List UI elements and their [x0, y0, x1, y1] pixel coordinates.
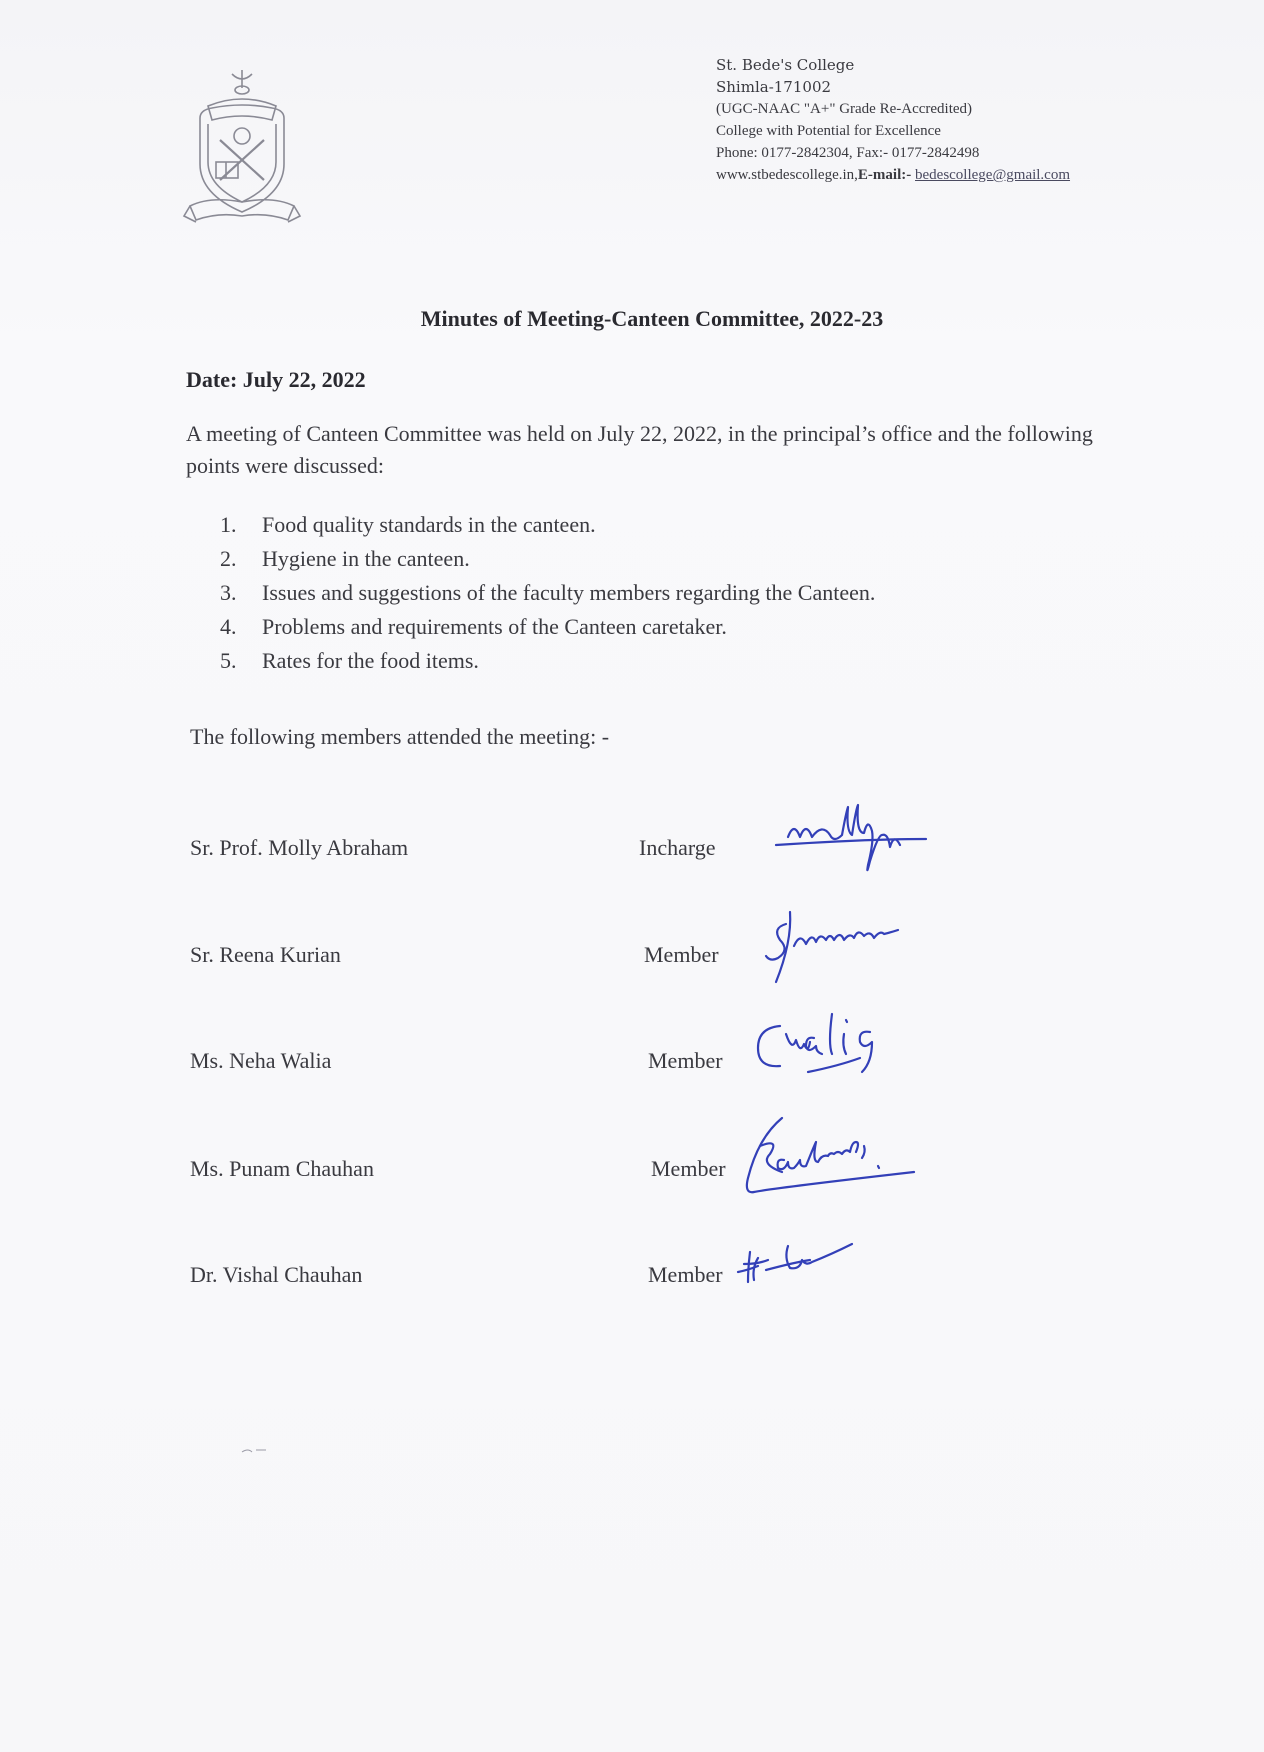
- signature-molly: [770, 795, 970, 885]
- email-link[interactable]: bedescollege@gmail.com: [915, 167, 1071, 183]
- member-role: Incharge: [639, 835, 716, 860]
- member-role: Member: [648, 1262, 723, 1287]
- member-name: Sr. Reena Kurian: [190, 942, 341, 967]
- member-row-neha-walia: [0, 1048, 1264, 1108]
- college-crest-icon: [180, 66, 304, 232]
- member-row-vishal-chauhan: [0, 1262, 1264, 1322]
- meeting-date: Date: July 22, 2022: [186, 367, 366, 392]
- list-item: 2. Hygiene in the canteen.: [220, 546, 470, 571]
- member-name: Ms. Punam Chauhan: [190, 1156, 374, 1181]
- member-name: Ms. Neha Walia: [190, 1048, 332, 1073]
- signature-vishal: [726, 1222, 926, 1312]
- website[interactable]: www.stbedescollege.in,: [716, 167, 858, 183]
- college-tagline: College with Potential for Excellence: [716, 123, 941, 139]
- member-row-reena-kurian: [0, 942, 1264, 1002]
- signature-reena: [756, 902, 956, 992]
- member-row-punam-chauhan: [0, 1156, 1264, 1216]
- paper-speck: [240, 1446, 274, 1456]
- document-title: Minutes of Meeting-Canteen Committee, 2022-23: [420, 306, 884, 331]
- email-label: E-mail:-: [857, 167, 912, 183]
- member-role: Member: [648, 1048, 723, 1073]
- member-role: Member: [644, 942, 719, 967]
- member-name: Dr. Vishal Chauhan: [190, 1262, 363, 1287]
- member-role: Member: [651, 1156, 726, 1181]
- list-item: 4. Problems and requirements of the Canteen caretaker.: [220, 614, 727, 639]
- letterhead: [716, 54, 1156, 186]
- signature-punam: [720, 1116, 920, 1206]
- member-name: Sr. Prof. Molly Abraham: [190, 835, 409, 860]
- list-item: 5. Rates for the food items.: [220, 648, 479, 673]
- college-name: St. Bede's College: [716, 56, 855, 74]
- list-item: 3. Issues and suggestions of the faculty members regarding the Canteen.: [220, 580, 876, 605]
- attendance-label: The following members attended the meeting: -: [190, 724, 610, 749]
- intro-paragraph: A meeting of Canteen Committee was held on July 22, 2022, in the principal’s office and the following points were discussed:: [186, 421, 1093, 478]
- list-item: 1. Food quality standards in the canteen.: [220, 512, 596, 537]
- web-email-line: [716, 164, 1156, 186]
- college-city: Shimla-171002: [716, 78, 832, 96]
- discussion-points: [220, 508, 875, 678]
- member-row-molly-abraham: [0, 835, 1264, 895]
- accreditation: (UGC-NAAC "A+" Grade Re-Accredited): [716, 101, 973, 117]
- signature-neha: [752, 1008, 952, 1098]
- phone-fax: Phone: 0177-2842304, Fax:- 0177-2842498: [716, 145, 980, 161]
